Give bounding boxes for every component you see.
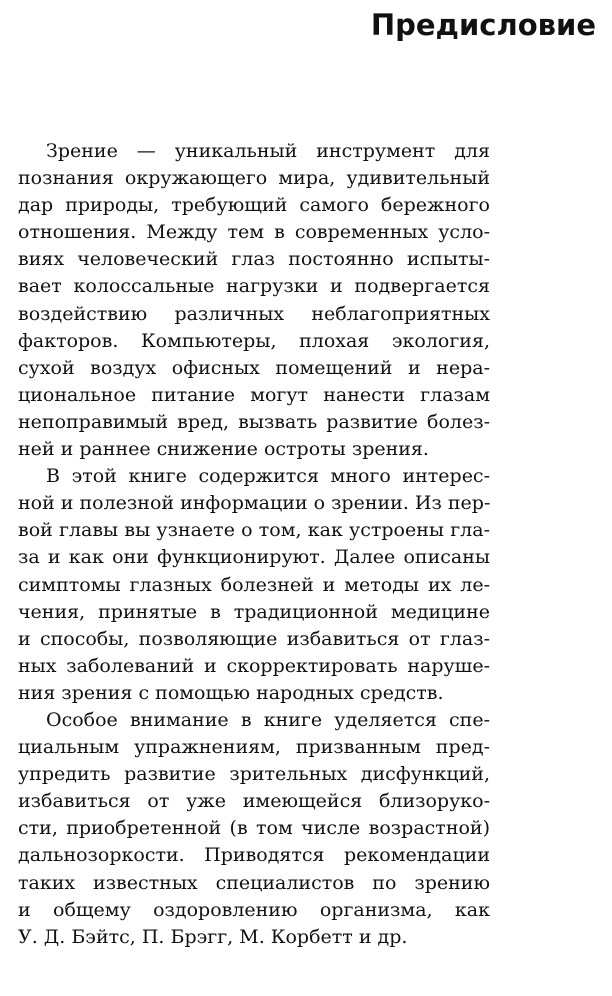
paragraph-3 [18,707,490,951]
text-line: сти, приобретенной (в том числе возрастной) [18,817,490,840]
text-line: вает колоссальные нагрузки и подвергается [18,275,490,298]
text-line: Особое внимание в книге уделяется спе- [46,708,490,731]
text-line: избавиться от уже имеющейся близоруко- [18,790,490,813]
text-line: за и как они функционируют. Далее описаны [18,546,490,569]
text-line: вой главы вы узнаете о том, как устроены гла- [18,519,490,542]
text-line: отношения. Между тем в современных усло- [18,221,490,244]
text-line: ной и полезной информации о зрении. Из пер- [18,492,491,515]
text-line: дар природы, требующий самого бережного [18,194,490,217]
text-line: виях человеческий глаз постоянно испыты- [18,248,490,271]
page-title: Предисловие [370,8,596,42]
text-line: циональное питание могут нанести глазам [18,383,490,406]
paragraph-1 [18,138,490,463]
text-line: ных заболеваний и скорректировать наруше- [18,654,490,677]
text-line: и общему оздоровлению организма, как [18,898,490,921]
text-line: воздействию различных неблагоприятных [18,302,490,325]
text-line: дальнозоркости. Приводятся рекомендации [18,844,490,867]
text-line: У. Д. Бэйтс, П. Брэгг, М. Корбетт и др. [18,925,408,948]
text-line: чения, принятые в традиционной медицине [18,600,490,623]
text-line: ния зрения с помощью народных средств. [18,681,444,704]
text-line: симптомы глазных болезней и методы их ле- [18,573,490,596]
text-line: циальным упражнениям, призванным пред- [18,736,490,759]
text-line: непоправимый вред, вызвать развитие болез- [18,410,490,433]
text-line: факторов. Компьютеры, плохая экология, [18,329,490,352]
text-line: В этой книге содержится много интерес- [46,465,490,488]
text-line: сухой воздух офисных помещений и нера- [18,356,490,379]
text-line: ней и раннее снижение остроты зрения. [18,438,429,461]
text-line: таких известных специалистов по зрению [18,871,490,894]
text-line: познания окружающего мира, удивительный [18,167,490,190]
text-line: и способы, позволяющие избавиться от глаз- [18,627,490,650]
text-line: Зрение — уникальный инструмент для [46,140,490,162]
preface-text [18,138,490,951]
paragraph-2 [18,463,490,707]
text-line: упредить развитие зрительных дисфункций, [18,763,490,786]
